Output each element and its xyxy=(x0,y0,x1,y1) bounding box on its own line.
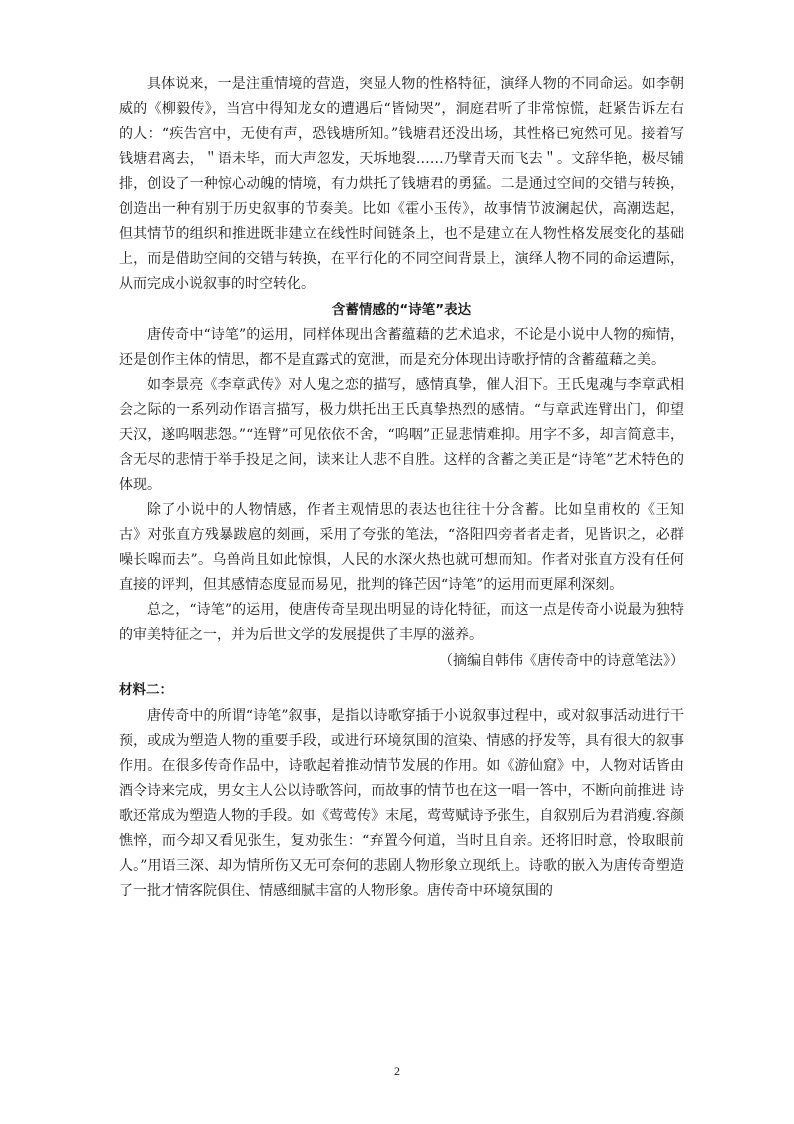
paragraph-mid-1: 唐传奇中“诗笔”的运用，同样体现出含蓄蕴藉的艺术追求，不论是小说中人物的痴情，还是创作主体的情思，都不是直露式的宽泄，而是充分体现出诗歌抒情的含蓄蕴藉之美。 xyxy=(119,327,684,368)
body-text xyxy=(119,72,684,904)
source-citation: （摘编自韩伟《唐传奇中的诗意笔法》） xyxy=(439,653,684,669)
paragraph-mid-2: 如李景亮《李章武传》对人鬼之恋的描写，感情真挚，催人泪下。王氏鬼魂与李章武相会之际的一系列动作语言描写，极力烘托出王氏真挚热烈的感情。“与章武连臂出门，仰望天汉，遂呜咽悲怨。”“连臂”可见依依不舍，“呜咽”正显悲情难抑。用字不多，却言简意丰，含无尽的悲情于举手投足之间，读来让人悲不自胜。这样的含蓄之美正是“诗笔”艺术特色的体现。 xyxy=(119,377,684,493)
material-label: 材料二： xyxy=(119,682,173,698)
paragraph-top-1: 具体说来，一是注重情境的营造，突显人物的性格特征，演绎人物的不同命运。如李朝威的《柳毅传》，当宫中得知龙女的遭遇后“皆恸哭”，洞庭君听了非常惊慌，赶紧告诉左右的人：“疾告宫中，无使有声，恐钱塘所知。”钱塘君还没出场，其性格已宛然可见。接着写钱塘君离去，＂语未毕，而大声忽发，天坼地裂……乃擘青天而飞去＂。文辞华艳，极尽铺排，创设了一种惊心动魄的情境，有力烘托了钱塘君的勇猛。二是通过空间的交错与转换，创造出一种有别于历史叙事的节奏美。比如《霍小玉传》，故事情节波澜起伏，高潮迭起，但其情节的组织和推进既非建立在线性时间链条上，也不是建立在人物性格发展变化的基础上，而是借助空间的交错与转换，在平行化的不同空间背景上，演绎人物不同的命运遭际，从而完成小说叙事的时空转化。 xyxy=(119,76,684,292)
section-heading: 含蓄情感的“诗笔”表达 xyxy=(331,302,472,318)
paragraph-bottom-1: 唐传奇中的所谓“诗笔”叙事，是指以诗歌穿插于小说叙事过程中，或对叙事活动进行干预，或成为塑造人物的重要手段，或进行环境氛围的渲染、情感的抒发等，具有很大的叙事作用。在很多传奇作品中，诗歌起着推动情节发展的作用。如《游仙窟》中，人物对话皆由酒令诗来完成，男女主人公以诗歌答问，而故事的情节也在这一唱一答中，不断向前推进 诗歌还常成为塑造人物的手段。如《莺莺传》末尾，莺莺赋诗予张生，自叙别后为君消瘦.容颜憔悴，而今却又看见张生，复劝张生：“弃置今何道，当时且自亲。还将旧时意，怜取眼前人。”用语三深、却为情所伤又无可奈何的悲剧人物形象立现纸上。诗歌的嵌入为唐传奇塑造了一批才情客院俱住、情感细腻丰富的人物形象。唐传奇中环境氛围的 xyxy=(119,708,684,899)
page-number: 2 xyxy=(394,1064,400,1078)
paragraph-mid-3: 除了小说中的人物情感，作者主观情思的表达也往往十分含蓄。比如皇甫枚的《王知古》对张直方残暴跋扈的刻画，采用了夸张的笔法，“洛阳四旁者者走者，见皆识之，必群噪长嗥而去”。乌兽尚且如此惊惧，人民的水深火热也就可想而知。作者对张直方没有任何直接的评判，但其感情态度显而易见，批判的锋芒因“诗笔”的运用而更犀利深刻。 xyxy=(119,502,684,593)
paragraph-mid-4: 总之，“诗笔”的运用，使唐传奇呈现出明显的诗化特征，而这一点是传奇小说最为独特的审美特征之一，并为后世文学的发展提供了丰厚的滋养。 xyxy=(119,602,684,643)
